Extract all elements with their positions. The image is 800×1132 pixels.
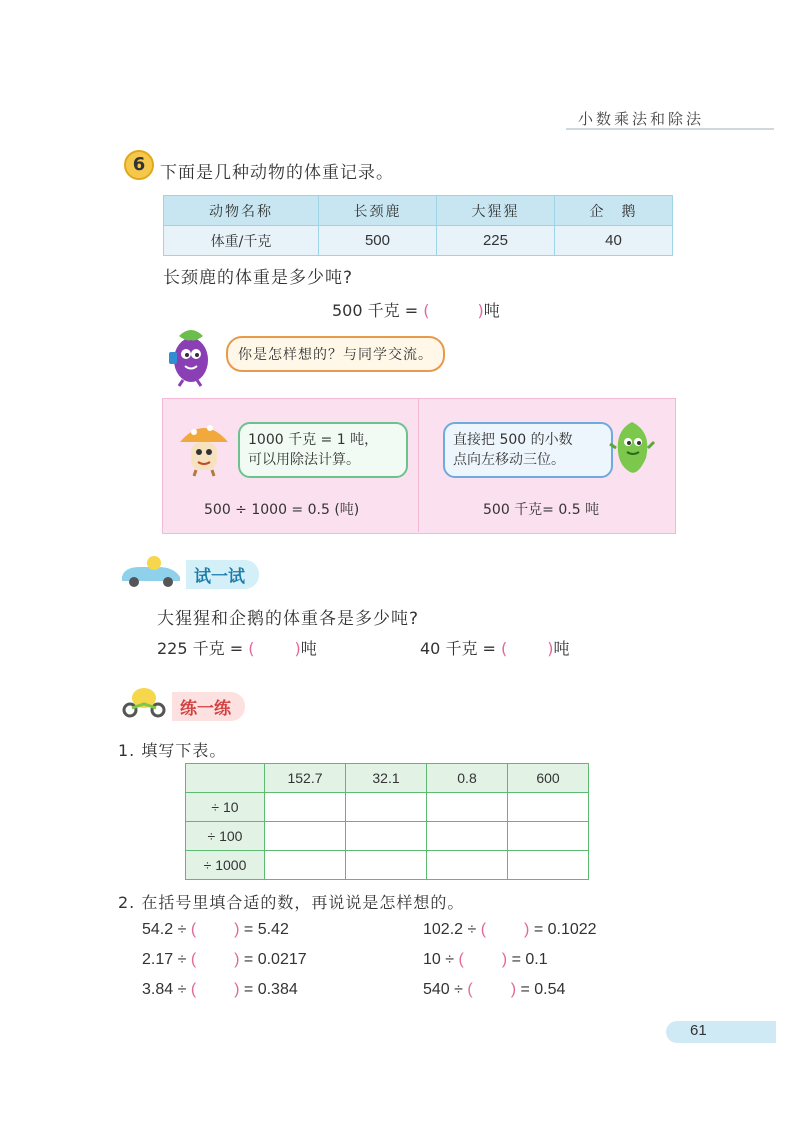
equation-unit: 吨 — [553, 639, 570, 658]
answer-paren-close: ) — [547, 639, 554, 658]
equation-left: 10 ÷ — [423, 951, 459, 968]
answer-cell[interactable] — [427, 851, 508, 880]
answer-paren-close: ) — [477, 301, 484, 320]
table-cell: 500 — [319, 226, 437, 256]
table-row — [164, 226, 673, 256]
equation-right: = 0.384 — [239, 981, 298, 998]
page-number: 61 — [690, 1022, 707, 1039]
table-header-cell: 企 鹅 — [554, 196, 672, 226]
answer-cell[interactable] — [265, 793, 346, 822]
practice-equation — [142, 921, 289, 939]
table-cell: 225 — [436, 226, 554, 256]
answer-cell[interactable] — [427, 822, 508, 851]
equation-left: 3.84 ÷ — [142, 981, 191, 998]
practice-equation — [142, 981, 298, 999]
answer-paren-open: ( — [423, 301, 430, 320]
table-row-header: ÷ 100 — [186, 822, 265, 851]
answer-paren-open: ( — [190, 921, 197, 938]
answer-cell[interactable] — [265, 851, 346, 880]
try-section-label: 试一试 — [186, 560, 259, 589]
fill-in-table — [185, 763, 589, 880]
equation-left: 102.2 ÷ — [423, 921, 481, 938]
car-character-icon — [118, 555, 184, 589]
equation-giraffe — [332, 298, 500, 321]
table-header-cell: 长颈鹿 — [319, 196, 437, 226]
methods-divider — [418, 398, 419, 532]
table-row-header: ÷ 10 — [186, 793, 265, 822]
answer-paren-open: ( — [480, 921, 487, 938]
equation-right: = 0.54 — [516, 981, 566, 998]
exercise1-title: 1. 填写下表。 — [118, 741, 227, 760]
method1-speech-bubble — [238, 422, 408, 478]
method2-line2: 点向左移动三位。 — [453, 452, 565, 468]
bike-character-icon — [118, 684, 170, 718]
prompt-speech-bubble: 你是怎样想的？与同学交流。 — [226, 336, 445, 372]
answer-cell[interactable] — [508, 822, 589, 851]
equation-gorilla — [157, 636, 317, 659]
answer-cell[interactable] — [346, 793, 427, 822]
eggplant-character-icon — [165, 322, 225, 388]
practice-equation — [423, 951, 548, 969]
table-header-cell: 600 — [508, 764, 589, 793]
practice-equation — [423, 981, 565, 999]
practice-equation — [423, 921, 597, 939]
table-header-cell: 动物名称 — [164, 196, 319, 226]
answer-cell[interactable] — [265, 822, 346, 851]
answer-paren-open: ( — [190, 981, 197, 998]
method1-line1: 1000 千克 = 1 吨， — [248, 432, 379, 448]
answer-paren-open: ( — [248, 639, 255, 658]
equation-right: = 0.0217 — [239, 951, 307, 968]
equation-left: 2.17 ÷ — [142, 951, 191, 968]
answer-paren-open: ( — [458, 951, 464, 968]
table-row — [186, 764, 589, 793]
practice-equation — [142, 951, 307, 969]
answer-paren-close: ) — [501, 951, 508, 968]
equation-left: 40 千克 = — [420, 639, 502, 658]
equation-unit: 吨 — [483, 301, 500, 320]
green-pepper-character-icon — [608, 418, 656, 480]
question-giraffe: 长颈鹿的体重是多少吨? — [163, 268, 354, 288]
problem-number-badge: 6 — [124, 150, 154, 180]
try-question: 大猩猩和企鹅的体重各是多少吨? — [157, 609, 420, 629]
equation-right: = 0.1 — [507, 951, 548, 968]
table-row — [186, 793, 589, 822]
answer-cell[interactable] — [346, 851, 427, 880]
equation-penguin — [420, 636, 570, 659]
method2-calculation: 500 千克= 0.5 吨 — [483, 502, 600, 518]
equation-left: 225 千克 = — [157, 639, 249, 658]
answer-cell[interactable] — [427, 793, 508, 822]
animal-weight-table — [163, 195, 673, 256]
page-header-title: 小数乘法和除法 — [578, 110, 705, 128]
answer-cell[interactable] — [508, 793, 589, 822]
header-rule — [566, 128, 774, 130]
page-number-bar — [666, 1021, 776, 1043]
answer-paren-open: ( — [190, 951, 197, 968]
table-header-cell: 152.7 — [265, 764, 346, 793]
method1-calculation: 500 ÷ 1000 = 0.5 (吨) — [204, 502, 360, 518]
equation-right: = 0.1022 — [529, 921, 597, 938]
answer-paren-close: ) — [234, 951, 240, 968]
table-cell: 体重/千克 — [164, 226, 319, 256]
answer-paren-open: ( — [501, 639, 508, 658]
table-header-cell — [186, 764, 265, 793]
table-cell: 40 — [554, 226, 672, 256]
table-header-cell: 0.8 — [427, 764, 508, 793]
method2-line1: 直接把 500 的小数 — [453, 432, 573, 448]
table-header-cell: 大猩猩 — [436, 196, 554, 226]
method1-line2: 可以用除法计算。 — [248, 452, 360, 468]
problem-intro: 下面是几种动物的体重记录。 — [160, 163, 394, 183]
answer-paren-close: ) — [234, 921, 240, 938]
exercise2-title: 2. 在括号里填合适的数，再说说是怎样想的。 — [118, 893, 465, 912]
table-row — [186, 851, 589, 880]
mushroom-character-icon — [178, 418, 230, 478]
answer-paren-close: ) — [524, 921, 530, 938]
answer-paren-open: ( — [467, 981, 473, 998]
answer-cell[interactable] — [508, 851, 589, 880]
answer-paren-close: ) — [234, 981, 240, 998]
practice-section-label: 练一练 — [172, 692, 245, 721]
table-header-cell: 32.1 — [346, 764, 427, 793]
equation-left: 500 千克 = — [332, 301, 424, 320]
equation-right: = 5.42 — [239, 921, 289, 938]
equation-left: 54.2 ÷ — [142, 921, 191, 938]
answer-paren-close: ) — [510, 981, 517, 998]
equation-unit: 吨 — [300, 639, 317, 658]
equation-left: 540 ÷ — [423, 981, 468, 998]
table-row-header: ÷ 1000 — [186, 851, 265, 880]
table-row — [164, 196, 673, 226]
answer-paren-close: ) — [294, 639, 301, 658]
method2-speech-bubble — [443, 422, 613, 478]
answer-cell[interactable] — [346, 822, 427, 851]
table-row — [186, 822, 589, 851]
